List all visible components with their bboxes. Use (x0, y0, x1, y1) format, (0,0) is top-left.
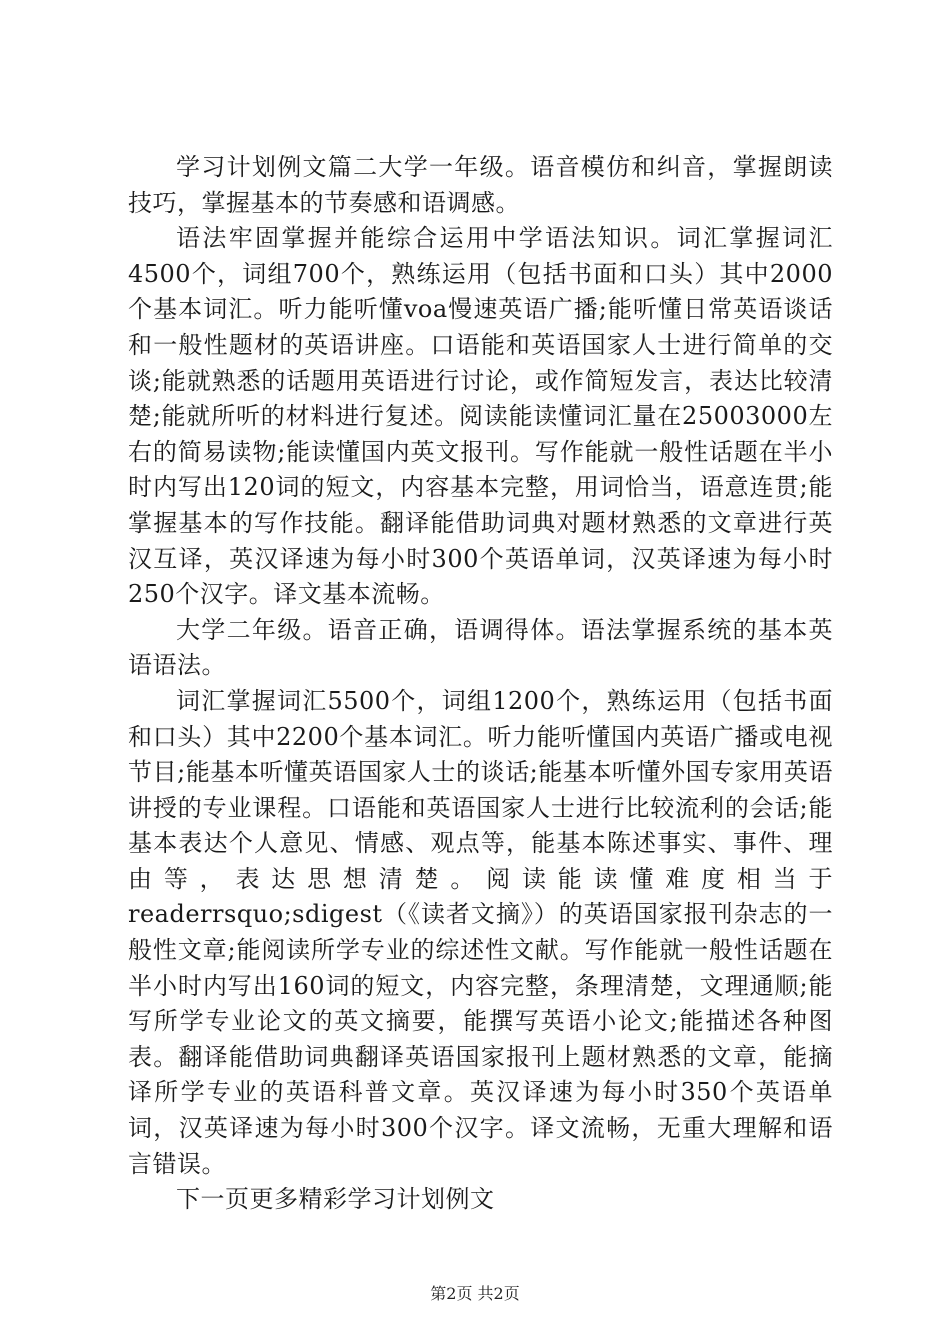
paragraph-year-two-details: 词汇掌握词汇5500个，词组1200个，熟练运用（包括书面和口头）其中2200个基本词汇。听力能听懂国内英语广播或电视节目;能基本听懂英语国家人士的谈话;能基本听懂外国专家用英语讲授的专业课程。口语能和英语国家人士进行比较流利的会话;能基本表达个人意见、情感、观点等，能基本陈述事实、事件、理由等，表达思想清楚。阅读能读懂难度相当于readerrsquo;sdigest（《读者文摘》）的英语国家报刊杂志的一般性文章;能阅读所学专业的综述性文献。写作能就一般性话题在半小时内写出160词的短文，内容完整，条理清楚，文理通顺;能写所学专业论文的英文摘要，能撰写英语小论文;能描述各种图表。翻译能借助词典翻译英语国家报刊上题材熟悉的文章，能摘译所学专业的英语科普文章。英汉译速为每小时350个英语单词，汉英译速为每小时300个汉字。译文流畅，无重大理解和语言错误。 (128, 686, 833, 1178)
paragraph-year-two-intro: 大学二年级。语音正确，语调得体。语法掌握系统的基本英语语法。 (128, 615, 833, 680)
page-footer: 第2页 共2页 (430, 1284, 520, 1303)
paragraph-intro: 学习计划例文篇二大学一年级。语音模仿和纠音，掌握朗读技巧，掌握基本的节奏感和语调感。 (128, 153, 833, 217)
document-body (128, 150, 833, 1218)
next-page-link-text: 下一页更多精彩学习计划例文 (176, 1185, 495, 1214)
paragraph-year-one-details: 语法牢固掌握并能综合运用中学语法知识。词汇掌握词汇4500个，词组700个，熟练运用（包括书面和口头）其中2000个基本词汇。听力能听懂voa慢速英语广播;能听懂日常英语谈话和一般性题材的英语讲座。口语能和英语国家人士进行简单的交谈;能就熟悉的话题用英语进行讨论，或作简短发言，表达比较清楚;能就所听的材料进行复述。阅读能读懂词汇量在25003000左右的简易读物;能读懂国内英文报刊。写作能就一般性话题在半小时内写出120词的短文，内容基本完整，用词恰当，语意连贯;能掌握基本的写作技能。翻译能借助词典对题材熟悉的文章进行英汉互译，英汉译速为每小时300个英语单词，汉英译速为每小时250个汉字。译文基本流畅。 (128, 224, 833, 609)
